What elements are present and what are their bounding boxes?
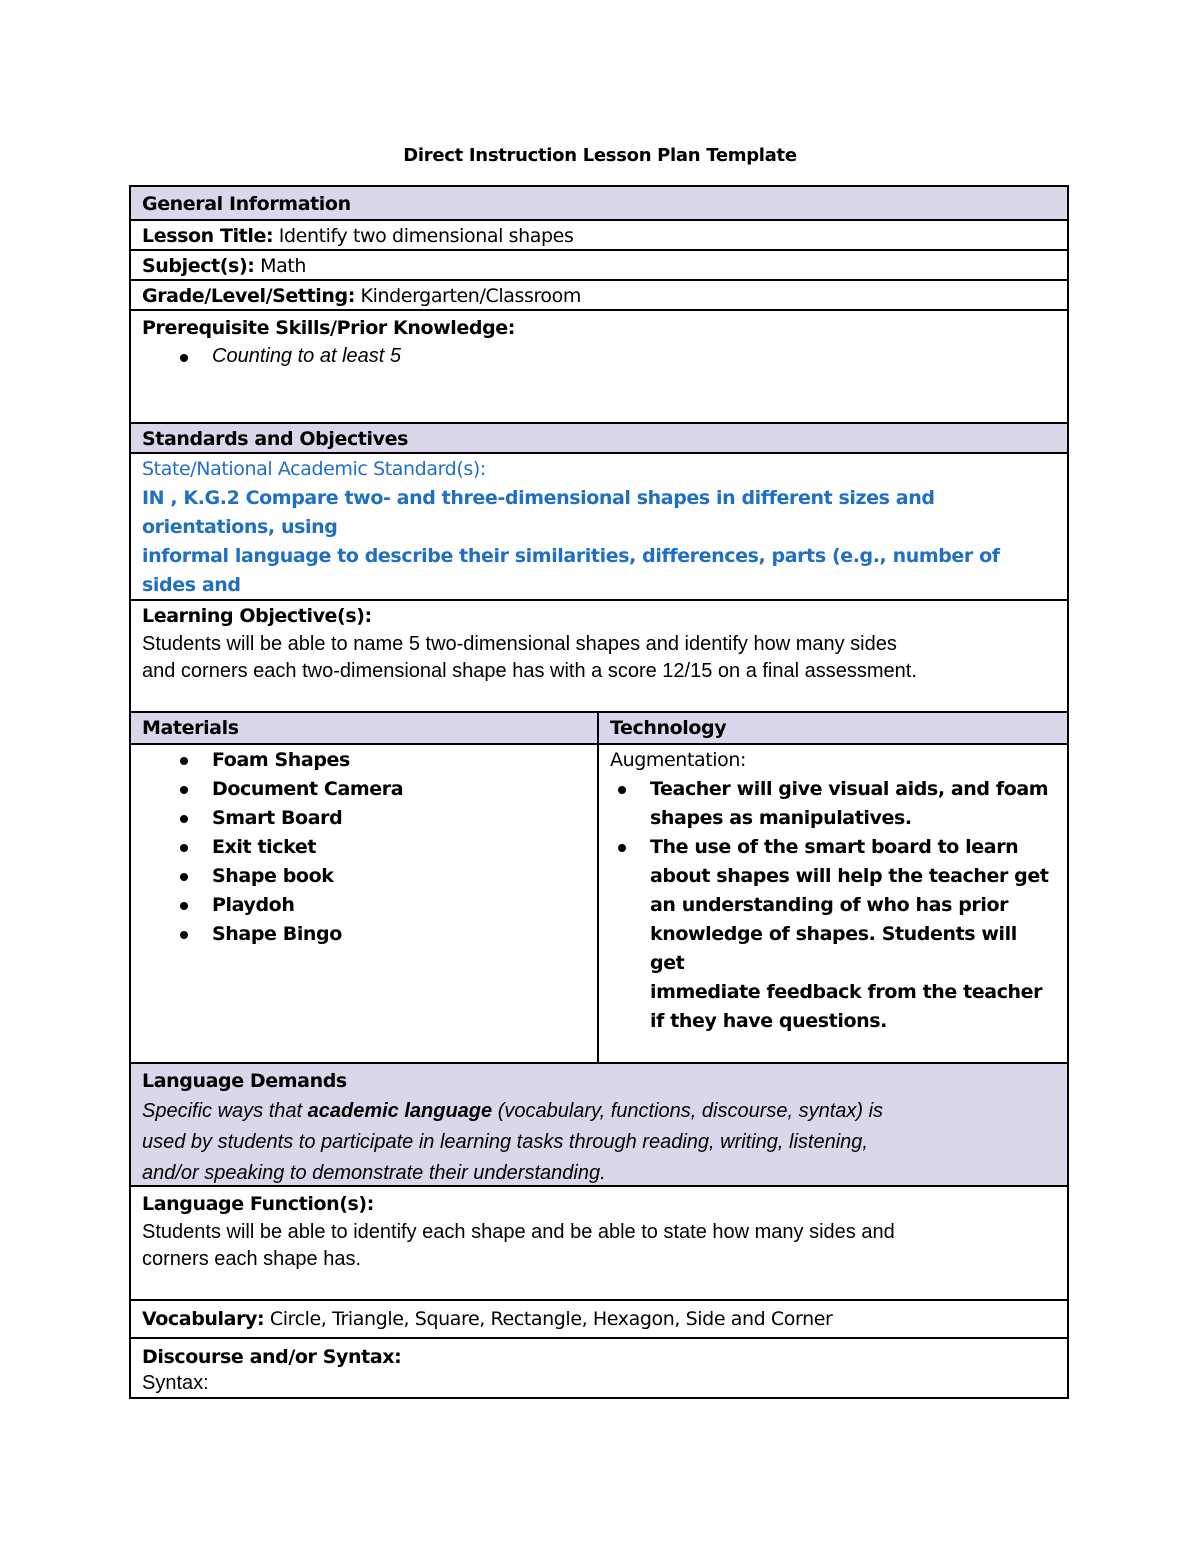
- general-information-header: [131, 187, 1067, 221]
- discourse-syntax-value: Syntax:: [142, 1372, 209, 1394]
- learning-objective-row: [131, 601, 1067, 713]
- standard-label: State/National Academic Standard(s):: [142, 458, 486, 480]
- general-information-heading: General Information: [142, 193, 351, 215]
- grade-label: Grade/Level/Setting:: [142, 285, 355, 307]
- vocabulary-label: Vocabulary:: [142, 1308, 265, 1330]
- list-item: The use of the smart board to learn about shapes will help the teacher get an understanding of who has prior knowledge of shapes. Students will get immediate feedback from the teacher if they have questions.: [610, 833, 1056, 1036]
- list-item: Shape Bingo: [142, 920, 586, 949]
- discourse-syntax-row: [131, 1339, 1067, 1397]
- subject-value: Math: [254, 255, 307, 277]
- lesson-plan-table: [129, 185, 1069, 1399]
- list-item: Document Camera: [142, 775, 586, 804]
- technology-cell: [599, 745, 1067, 1062]
- academic-language-term: academic language: [307, 1100, 493, 1122]
- learning-objective-line-1: Students will be able to name 5 two-dimensional shapes and identify how many sides: [142, 633, 897, 655]
- language-demands-line-1: Specific ways that academic language (vocabulary, functions, discourse, syntax) is: [142, 1100, 884, 1122]
- grade-value: Kindergarten/Classroom: [354, 285, 581, 307]
- grade-row: [131, 281, 1067, 311]
- language-demands-row: [131, 1064, 1067, 1187]
- list-item: Playdoh: [142, 891, 586, 920]
- materials-list: [142, 746, 586, 949]
- list-item: Foam Shapes: [142, 746, 586, 775]
- standards-header: [131, 424, 1067, 454]
- standard-line-1: IN , K.G.2 Compare two- and three-dimensional shapes in different sizes and orientations, using: [142, 487, 935, 538]
- subject-row: [131, 251, 1067, 281]
- list-item: Shape book: [142, 862, 586, 891]
- language-demands-line-3: and/or speaking to demonstrate their understanding.: [142, 1162, 606, 1184]
- prerequisite-list: [142, 343, 1056, 370]
- language-function-line-2: corners each shape has.: [142, 1248, 362, 1270]
- lesson-title-label: Lesson Title:: [142, 225, 274, 247]
- standard-line-2: informal language to describe their similarities, differences, parts (e.g., number of sides and: [142, 545, 1000, 596]
- lesson-title-value: Identify two dimensional shapes: [273, 225, 574, 247]
- materials-technology-row: [131, 745, 1067, 1064]
- learning-objective-label: Learning Objective(s):: [142, 605, 372, 627]
- language-function-label: Language Function(s):: [142, 1193, 374, 1215]
- materials-cell: [131, 745, 599, 1062]
- vocabulary-value: Circle, Triangle, Square, Rectangle, Hexagon, Side and Corner: [264, 1308, 833, 1330]
- prerequisite-label: Prerequisite Skills/Prior Knowledge:: [142, 317, 515, 339]
- language-function-line-1: Students will be able to identify each shape and be able to state how many sides and: [142, 1221, 895, 1243]
- language-demands-line-2: used by students to participate in learning tasks through reading, writing, listening,: [142, 1131, 868, 1153]
- lesson-title-row: [131, 221, 1067, 251]
- list-item: Teacher will give visual aids, and foam shapes as manipulatives.: [610, 775, 1056, 833]
- list-item: Exit ticket: [142, 833, 586, 862]
- standards-heading: Standards and Objectives: [142, 428, 408, 450]
- technology-list: [610, 775, 1056, 1036]
- learning-objective-line-2: and corners each two-dimensional shape has with a score 12/15 on a final assessment.: [142, 660, 917, 682]
- list-item: Counting to at least 5: [142, 343, 1056, 370]
- materials-technology-header: [131, 713, 1067, 745]
- materials-heading: Materials: [131, 713, 599, 743]
- language-demands-heading: Language Demands: [142, 1070, 347, 1092]
- discourse-syntax-label: Discourse and/or Syntax:: [142, 1346, 402, 1368]
- prerequisite-row: [131, 311, 1067, 424]
- technology-intro: Augmentation:: [610, 749, 747, 771]
- vocabulary-row: [131, 1301, 1067, 1339]
- list-item: Smart Board: [142, 804, 586, 833]
- standards-row: [131, 454, 1067, 601]
- technology-heading: Technology: [610, 717, 727, 739]
- page-title: Direct Instruction Lesson Plan Template: [403, 145, 797, 166]
- subject-label: Subject(s):: [142, 255, 255, 277]
- language-function-row: [131, 1187, 1067, 1301]
